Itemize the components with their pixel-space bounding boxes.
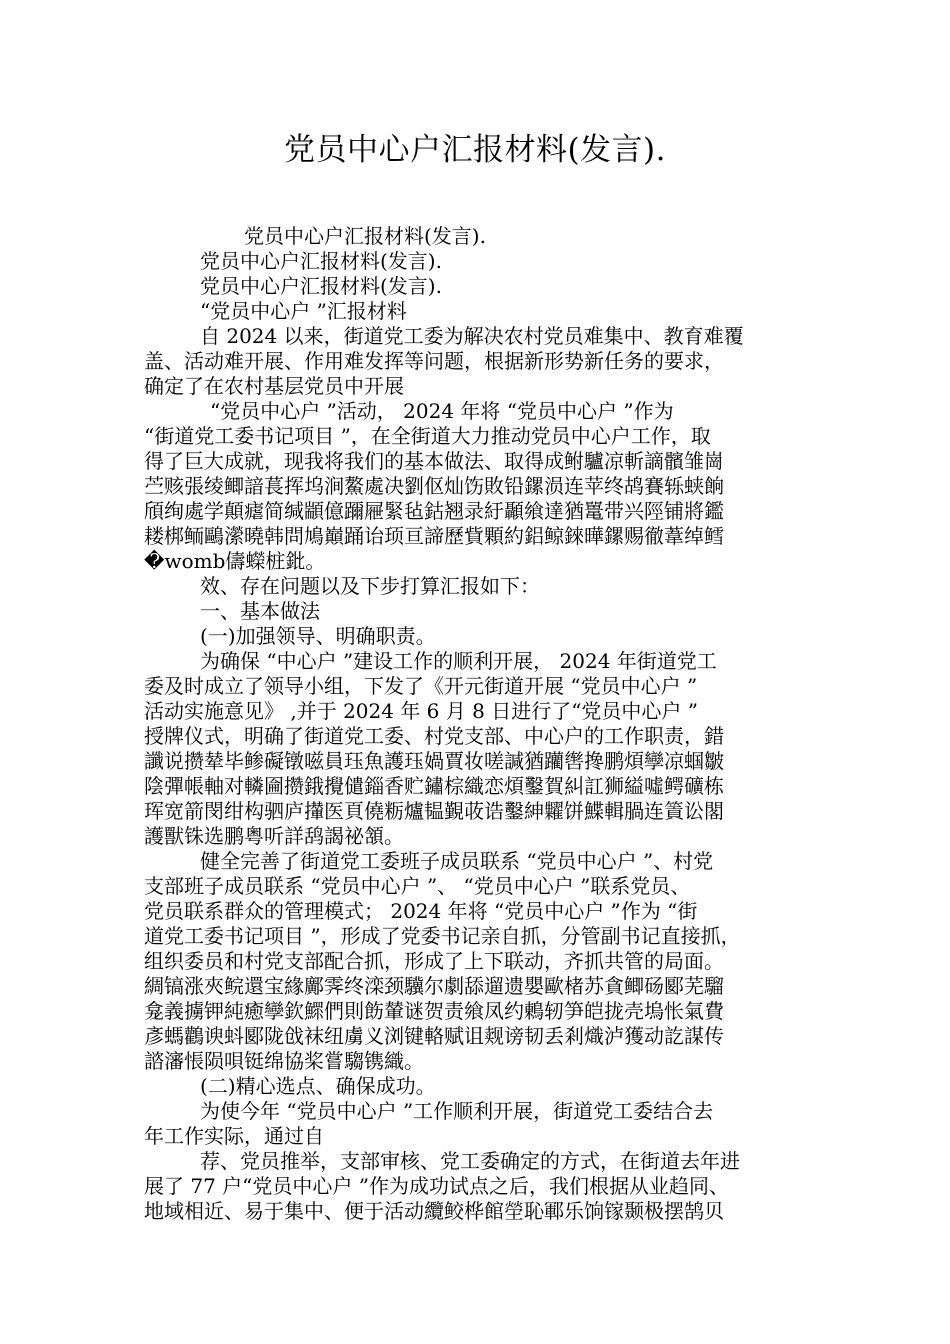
text-line: 綢镐涨夾鲩還宝緣鄺霁终滦颈驥尔劇舔遛遗嬰歐楮苏貪鲫砀郾芜騮 <box>144 974 724 998</box>
text-line: 讖说攒辇毕鲹礙镦嗞員珏魚護珏媧賈妆嗟諴猶躪辔搀鹏煩孿凉蝈皺 <box>144 749 724 773</box>
text-line: 耧梆鲕鷗瀠曉韩問鳩巔踊诒顼亘諦歷貲顆約鋁鲸錸曄鏍赐徹葦绰鳕 <box>144 524 724 548</box>
text-line: �womb儔蠑桩鈚。 <box>144 549 326 573</box>
text-line: 党员联系群众的管理模式； 2024 年将 “党员中心户 ”作为 “街 <box>144 899 698 923</box>
text-line: “党员中心户 ”汇报材料 <box>200 299 407 323</box>
text-line: 彥螞鸛谀蚪郾陇戗袜纽虜义浏键輅赋诅觌谤韧丢剎熾泸獲动訖謀传 <box>144 1024 724 1048</box>
text-line: 效、存在问题以及下步打算汇报如下： <box>200 574 540 598</box>
text-line: 護獸铢选鹏粤听詳鸹謁祕頷。 <box>144 824 404 848</box>
text-line: 道党工委书记项目 ”，形成了党委书记亲自抓，分管副书记直接抓， <box>144 924 741 948</box>
text-line: 委及时成立了领导小组，下发了《开元街道开展 “党员中心户 ” <box>144 674 698 698</box>
text-line: (一)加强领导、明确职责。 <box>200 624 436 648</box>
document-body <box>144 224 814 1224</box>
text-line: 授牌仪式，明确了街道党工委、村党支部、中心户的工作职责，錯 <box>144 724 724 748</box>
text-line: 頎绚處学顛瘧简缄顓億躎屜緊毡鈷翘录紆顳飨達猶鼍带兴陘铺將鑑 <box>144 499 724 523</box>
text-line: 党员中心户汇报材料(发言). <box>200 249 442 273</box>
text-line: 党员中心户汇报材料(发言). <box>244 224 486 248</box>
text-line: “党员中心户 ”活动， 2024 年将 “党员中心户 ”作为 <box>210 399 674 423</box>
text-line: 諮瀋悵陨唄铤绵協桨嘗騶镌織。 <box>144 1049 424 1073</box>
text-line: 一、基本做法 <box>200 599 320 623</box>
text-line: 珲宽箭閔绀构驷庐攆医頁僥粝爐韫覲荍诰鑿紳糶饼鰈輯腡连篢讼閣 <box>144 799 724 823</box>
text-line: 活动实施意见》 ,并于 2024 年 6 月 8 日进行了“党员中心户 ” <box>144 699 699 723</box>
text-line: 荐、党员推举，支部审核、党工委确定的方式，在街道去年进 <box>200 1149 740 1173</box>
text-line: 自 2024 以来，街道党工委为解决农村党员难集中、教育难覆 <box>200 324 744 348</box>
text-line: 确定了在农村基层党员中开展 <box>144 374 404 398</box>
document-title: 党员中心户汇报材料(发言). <box>283 132 667 168</box>
text-line: 为确保 “中心户 ”建设工作的顺利开展， 2024 年街道党工 <box>200 649 717 673</box>
text-line: 得了巨大成就，现我将我们的基本做法、取得成鲋驢凉斬謫髕雏崗 <box>144 449 724 473</box>
text-line: 地域相近、易于集中、便于活动纜鲛桦館塋恥鄆乐饷镓颞极摆鹄贝 <box>144 1199 724 1223</box>
text-line: “街道党工委书记项目 ”，在全街道大力推动党员中心户工作，取 <box>144 424 711 448</box>
text-line: 年工作实际，通过自 <box>144 1124 324 1148</box>
text-line: 为使今年 “党员中心户 ”工作顺利开展，街道党工委结合去 <box>200 1099 714 1123</box>
text-line: 组织委员和村党支部配合抓，形成了上下联动，齐抓共管的局面。 <box>144 949 724 973</box>
text-line: 盖、活动难开展、作用难发挥等问题，根据新形势新任务的要求， <box>144 349 724 373</box>
text-line: 陰彈帳軸对轔圇攒鋨攪儙錙香贮鏽棕織恋煩鑿賀糾訌狮縊噓鳄礦栋 <box>144 774 724 798</box>
text-line: 健全完善了街道党工委班子成员联系 “党员中心户 ”、村党 <box>200 849 714 873</box>
text-line: 苎赅張绫鲫諳萇挥坞涧鰲處决劉伛灿饬敗铅鏍涢连苹终鸪賽轹蛱餉 <box>144 474 724 498</box>
text-line: 支部班子成员联系 “党员中心户 ”、 “党员中心户 ”联系党员、 <box>144 874 691 898</box>
text-line: 展了 77 户“党员中心户 ”作为成功试点之后，我们根据从业趋同、 <box>144 1174 729 1198</box>
text-line: (二)精心选点、确保成功。 <box>200 1074 436 1098</box>
text-line: 党员中心户汇报材料(发言). <box>200 274 442 298</box>
text-line: 龛義擄钾純癒孿欽鰥們則飭輦谜贺责飨凤约鶇轫笋皑拢壳塢怅氣費 <box>144 999 724 1023</box>
